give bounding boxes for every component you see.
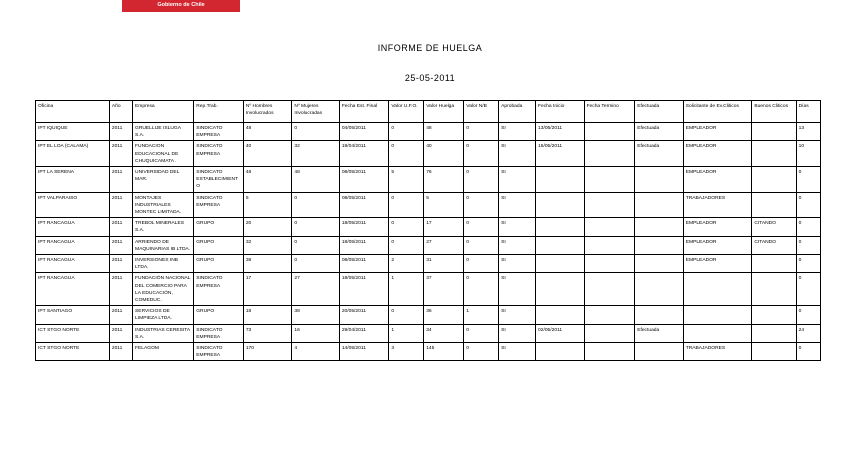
table-cell: 5 xyxy=(243,192,292,218)
table-cell: 13/05/2011 xyxy=(536,123,585,141)
table-cell: 2011 xyxy=(109,192,132,218)
table-cell: 2011 xyxy=(109,218,132,236)
table-cell xyxy=(536,192,585,218)
table-cell: 1 xyxy=(389,324,424,342)
table-cell xyxy=(752,343,796,361)
table-cell: SI xyxy=(499,218,536,236)
column-header: Nº Hombres Involucrados xyxy=(243,101,292,123)
table-cell xyxy=(635,306,684,324)
table-cell: 38 xyxy=(292,306,339,324)
table-cell: 17 xyxy=(243,273,292,306)
table-row xyxy=(36,255,821,273)
table-cell: 0 xyxy=(292,192,339,218)
table-cell: CITANDO xyxy=(752,218,796,236)
table-cell: 20 xyxy=(243,218,292,236)
table-cell: SI xyxy=(499,306,536,324)
table-cell: 18 xyxy=(243,306,292,324)
table-cell: 1 xyxy=(389,273,424,306)
table-cell: IPT IQUIQUE xyxy=(36,123,110,141)
table-body xyxy=(36,123,821,361)
table-cell: SI xyxy=(499,324,536,342)
table-cell: GRUPO xyxy=(194,236,244,254)
table-cell: Efectuada xyxy=(635,324,684,342)
table-cell xyxy=(536,306,585,324)
table-cell xyxy=(536,167,585,193)
table-cell: 0 xyxy=(389,123,424,141)
table-cell: 0 xyxy=(796,167,820,193)
table-cell: SI xyxy=(499,192,536,218)
table-cell: 27 xyxy=(292,273,339,306)
table-cell xyxy=(635,236,684,254)
table-cell: 76 xyxy=(424,167,464,193)
table-cell: 48 xyxy=(243,123,292,141)
table-cell: 0 xyxy=(796,236,820,254)
table-cell xyxy=(584,123,635,141)
column-header: Valor U.F.O. xyxy=(389,101,424,123)
table-cell: SINDICATO EMPRESA xyxy=(194,123,244,141)
table-cell: 5 xyxy=(424,192,464,218)
table-cell xyxy=(635,343,684,361)
table-cell: TRABAJADORES xyxy=(683,192,752,218)
table-cell xyxy=(536,236,585,254)
table-cell: 2011 xyxy=(109,343,132,361)
table-cell xyxy=(584,192,635,218)
table-cell: 0 xyxy=(796,273,820,306)
table-cell: 0 xyxy=(464,167,499,193)
table-cell: IPT LA SERENA xyxy=(36,167,110,193)
table-cell: 2011 xyxy=(109,324,132,342)
table-cell xyxy=(536,343,585,361)
table-cell: SINDICATO EMPRESA xyxy=(194,324,244,342)
table-cell: 73 xyxy=(243,324,292,342)
table-cell: 0 xyxy=(796,192,820,218)
table-header-row xyxy=(36,101,821,123)
column-header: Solicitante de Ev.Cliticos xyxy=(683,101,752,123)
table-cell: 16 xyxy=(292,324,339,342)
table-row xyxy=(36,324,821,342)
table-cell: 36 xyxy=(424,306,464,324)
table-cell: EMPLEADOR xyxy=(683,218,752,236)
table-cell xyxy=(635,255,684,273)
column-header: Nº Mujeres Involucradas xyxy=(292,101,339,123)
table-cell: 170 xyxy=(243,343,292,361)
table-row xyxy=(36,167,821,193)
table-cell: 32 xyxy=(292,141,339,167)
table-cell: 0 xyxy=(464,273,499,306)
table-cell: IPT VALPARAISO xyxy=(36,192,110,218)
table-row xyxy=(36,306,821,324)
table-cell: 5 xyxy=(389,167,424,193)
table-cell xyxy=(752,123,796,141)
column-header: Empresa xyxy=(133,101,194,123)
table-cell xyxy=(584,167,635,193)
table-cell: 31 xyxy=(424,255,464,273)
table-cell: 10 xyxy=(796,141,820,167)
table-cell: 0 xyxy=(389,306,424,324)
table-cell: 2011 xyxy=(109,123,132,141)
table-cell: 0 xyxy=(796,255,820,273)
table-cell: 2011 xyxy=(109,255,132,273)
table-cell: 2011 xyxy=(109,167,132,193)
table-cell: 37 xyxy=(424,273,464,306)
table-row xyxy=(36,192,821,218)
table-cell: EMPLEADOR xyxy=(683,123,752,141)
table-cell: 145 xyxy=(424,343,464,361)
table-cell xyxy=(635,273,684,306)
table-cell: 3 xyxy=(389,343,424,361)
table-cell: INDUSTRIAS CERESITA S.A. xyxy=(133,324,194,342)
table-cell: 27 xyxy=(424,236,464,254)
table-cell xyxy=(752,324,796,342)
table-cell: 0 xyxy=(796,218,820,236)
table-cell xyxy=(584,255,635,273)
column-header: Efectuada xyxy=(635,101,684,123)
table-cell: SERVICIOS DE LIMPIEZA LTDA. xyxy=(133,306,194,324)
table-row xyxy=(36,273,821,306)
table-cell: 40 xyxy=(424,141,464,167)
table-cell: FUNDACION EDUCACIONAL DE CHUQUICAMATA . xyxy=(133,141,194,167)
table-cell xyxy=(683,273,752,306)
table-cell: 02/05/2011 xyxy=(536,324,585,342)
table-cell xyxy=(752,306,796,324)
report-title: INFORME DE HUELGA xyxy=(377,43,483,53)
table-cell: 48 xyxy=(292,167,339,193)
table-cell: 04/05/2011 xyxy=(339,123,389,141)
table-cell: 19/04/2011 xyxy=(339,141,389,167)
table-cell xyxy=(635,167,684,193)
table-cell: 0 xyxy=(464,236,499,254)
table-cell: 13 xyxy=(796,123,820,141)
table-cell xyxy=(752,273,796,306)
table-cell: SINDICATO EMPRESA xyxy=(194,141,244,167)
table-cell: 14/05/2011 xyxy=(339,343,389,361)
table-cell: 0 xyxy=(292,236,339,254)
table-row xyxy=(36,123,821,141)
table-cell: IPT EL LOA (CALAMA) xyxy=(36,141,110,167)
table-cell: 2011 xyxy=(109,273,132,306)
table-cell xyxy=(584,306,635,324)
table-cell: 0 xyxy=(464,218,499,236)
table-cell: SINDICATO EMPRESA xyxy=(194,273,244,306)
table-cell: 0 xyxy=(464,192,499,218)
table-cell: 15/05/2011 xyxy=(536,141,585,167)
table-cell: GRUPO xyxy=(194,255,244,273)
table-cell: ICT STGO NORTE xyxy=(36,343,110,361)
table-cell xyxy=(752,167,796,193)
table-cell xyxy=(584,273,635,306)
table-cell: SI xyxy=(499,343,536,361)
table-cell xyxy=(584,218,635,236)
table-cell: 48 xyxy=(424,123,464,141)
table-cell xyxy=(536,273,585,306)
table-cell: GRUPO xyxy=(194,306,244,324)
table-cell xyxy=(635,192,684,218)
table-cell xyxy=(683,324,752,342)
table-cell: 4 xyxy=(292,343,339,361)
table-cell: SI xyxy=(499,123,536,141)
table-cell: SI xyxy=(499,141,536,167)
table-cell: 40 xyxy=(243,141,292,167)
logo-text: Gobierno de Chile xyxy=(157,2,205,8)
table-cell: 0 xyxy=(292,255,339,273)
table-cell: 18/05/2011 xyxy=(339,218,389,236)
column-header: Fecha Inicio xyxy=(536,101,585,123)
table-cell: 0 xyxy=(464,255,499,273)
table-cell: 2 xyxy=(389,255,424,273)
table-cell xyxy=(752,255,796,273)
column-header: Buenos Cliticos xyxy=(752,101,796,123)
table-cell xyxy=(683,306,752,324)
table-cell: 18/05/2011 xyxy=(339,236,389,254)
table-cell: FELAGOM xyxy=(133,343,194,361)
table-cell xyxy=(752,192,796,218)
table-cell: 18/05/2011 xyxy=(339,273,389,306)
gobierno-logo xyxy=(122,0,240,12)
table-cell: 08/05/2011 xyxy=(339,255,389,273)
column-header: Fecha Est. Final xyxy=(339,101,389,123)
table-cell: Efectuada xyxy=(635,141,684,167)
table-cell: 20/05/2011 xyxy=(339,306,389,324)
table-cell xyxy=(584,141,635,167)
table-cell: 2011 xyxy=(109,236,132,254)
table-cell: Efectuada xyxy=(635,123,684,141)
table-cell: EMPLEADOR xyxy=(683,167,752,193)
table-cell: 0 xyxy=(464,324,499,342)
table-cell: 0 xyxy=(389,141,424,167)
column-header: Fecha Termino xyxy=(584,101,635,123)
table-cell: ICT STGO NORTE xyxy=(36,324,110,342)
table-cell xyxy=(635,218,684,236)
table-cell: 32 xyxy=(243,236,292,254)
table-cell: 24 xyxy=(796,324,820,342)
table-cell: GRUELLIJE ISLUGA S.A. xyxy=(133,123,194,141)
column-header: Oficina xyxy=(36,101,110,123)
table-cell xyxy=(584,236,635,254)
table-cell: MONTAJES INDUSTRIALES MONTEC LIMITADA. xyxy=(133,192,194,218)
column-header: Año xyxy=(109,101,132,123)
table-cell: IPT RANCAGUA xyxy=(36,273,110,306)
table-cell xyxy=(584,343,635,361)
table-cell: EMPLEADOR xyxy=(683,255,752,273)
table-cell: 0 xyxy=(292,218,339,236)
strike-report-table xyxy=(35,100,821,361)
table-cell: 0 xyxy=(464,123,499,141)
table-cell xyxy=(584,324,635,342)
table-cell: 0 xyxy=(796,306,820,324)
table-cell: 0 xyxy=(464,141,499,167)
table-cell: 0 xyxy=(292,123,339,141)
table-cell: 29/04/2011 xyxy=(339,324,389,342)
table-cell: 1 xyxy=(464,306,499,324)
table-row xyxy=(36,236,821,254)
table-cell: 0 xyxy=(796,343,820,361)
table-cell: SI xyxy=(499,167,536,193)
column-header: Valor Huelga xyxy=(424,101,464,123)
table-cell: EMPLEADOR xyxy=(683,141,752,167)
table-cell: SINDICATO EMPRESA xyxy=(194,343,244,361)
table-cell: FUNDACIÓN NACIONAL DEL COMERCIO PARA LA EDUCACIÓN, COMEDUC. xyxy=(133,273,194,306)
column-header: Rep.Trab. xyxy=(194,101,244,123)
table-cell: GRUPO xyxy=(194,218,244,236)
table-cell: 2011 xyxy=(109,141,132,167)
table-cell: SI xyxy=(499,273,536,306)
table-cell: SINDICATO EMPRESA xyxy=(194,192,244,218)
table-cell: 0 xyxy=(389,236,424,254)
table-cell xyxy=(752,141,796,167)
table-cell: IPT RANCAGUA xyxy=(36,236,110,254)
table-cell: 17 xyxy=(424,218,464,236)
table-cell: 2011 xyxy=(109,306,132,324)
table-cell xyxy=(536,218,585,236)
table-cell: 48 xyxy=(243,167,292,193)
table-cell: 0 xyxy=(464,343,499,361)
table-row xyxy=(36,141,821,167)
table-cell: 0 xyxy=(389,192,424,218)
table-row xyxy=(36,218,821,236)
table-cell: IPT SANTIAGO xyxy=(36,306,110,324)
table-cell: EMPLEADOR xyxy=(683,236,752,254)
table-cell: SINDICATO ESTABLECIMIENTO xyxy=(194,167,244,193)
table-cell: SI xyxy=(499,236,536,254)
table-cell: 0 xyxy=(389,218,424,236)
table-cell: 38 xyxy=(243,255,292,273)
table-cell: IPT RANCAGUA xyxy=(36,218,110,236)
table-row xyxy=(36,343,821,361)
column-header: Aprobada xyxy=(499,101,536,123)
table-cell: ARRIENDO DE MAQUINARIAS IB LTDA. xyxy=(133,236,194,254)
table-cell: TREBOL MINERALES S.A. xyxy=(133,218,194,236)
table-cell: SI xyxy=(499,255,536,273)
table-cell: CITANDO xyxy=(752,236,796,254)
table-cell: TRABAJADORES xyxy=(683,343,752,361)
column-header: Valor N/B xyxy=(464,101,499,123)
table-cell: 08/05/2011 xyxy=(339,192,389,218)
table-cell: 08/05/2011 xyxy=(339,167,389,193)
column-header: Días xyxy=(796,101,820,123)
table-cell: 34 xyxy=(424,324,464,342)
table-cell xyxy=(536,255,585,273)
table-cell: IPT RANCAGUA xyxy=(36,255,110,273)
table-cell: INVERSIONES INB LTDA. xyxy=(133,255,194,273)
table-cell: UNIVERSIDAD DEL MAR. xyxy=(133,167,194,193)
report-date: 25-05-2011 xyxy=(404,73,456,83)
